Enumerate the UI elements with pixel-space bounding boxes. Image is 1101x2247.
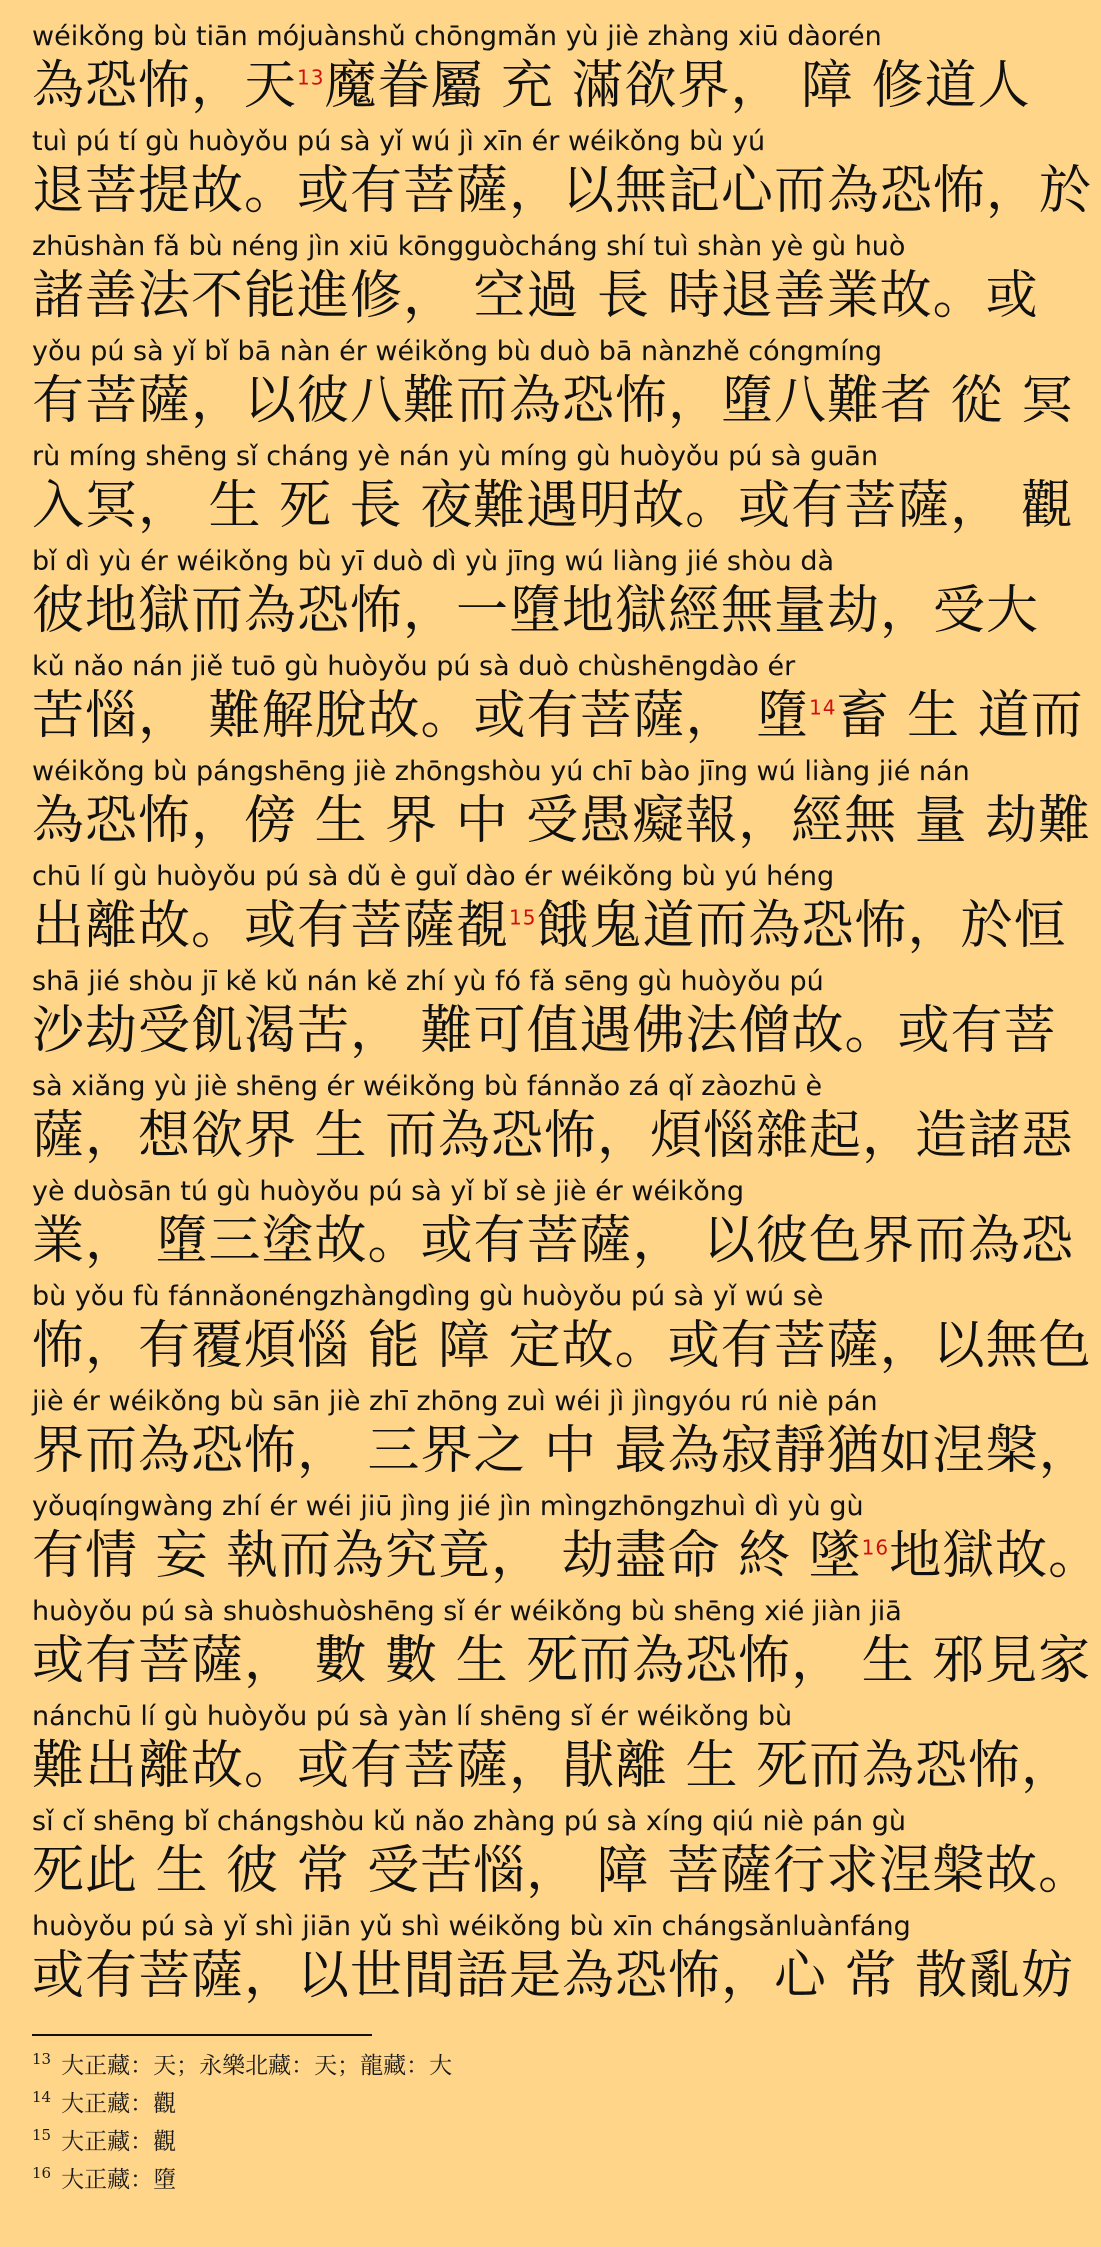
chinese-text-segment: 為恐怖，天 — [32, 56, 298, 116]
chinese-text — [32, 1629, 1092, 1693]
chinese-text-segment: 退菩提故。或有菩薩，以無記心而為恐怖，於 — [32, 161, 1093, 221]
pinyin-annotation: jiè ér wéikǒng bù sān jiè zhī zhōng zuì wéi jì jìngyóu rú niè pán — [32, 1386, 878, 1417]
footnote-text: 大正藏：天；永樂北藏：天；龍藏：大 — [61, 2053, 453, 2079]
chinese-text — [32, 1944, 1075, 2008]
footnote — [32, 2126, 932, 2158]
footnote-number: 13 — [32, 2050, 52, 2069]
footnote-marker[interactable]: 14 — [809, 695, 837, 720]
chinese-text — [32, 1419, 1092, 1483]
footnote-marker[interactable]: 13 — [297, 65, 325, 90]
chinese-text-segment: 界而為恐怖， 三界之 中 最為寂靜猶如涅槃， — [32, 1421, 1092, 1481]
pinyin-annotation: zhūshàn fǎ bù néng jìn xiū kōngguòcháng shí tuì shàn yè gù huò — [32, 231, 906, 262]
chinese-text-segment: 有菩薩，以彼八難而為恐怖，墮八難者 從 冥 — [32, 371, 1075, 431]
chinese-text-segment: 為恐怖，傍 生 界 中 受愚癡報，經無 量 劫難 — [32, 791, 1092, 851]
chinese-text — [32, 1314, 1092, 1378]
text-line — [32, 1700, 1075, 1800]
footnote-number: 15 — [32, 2126, 52, 2145]
footnote — [32, 2088, 932, 2120]
pinyin-annotation: chū lí gù huòyǒu pú sà dǔ è guǐ dào ér wéikǒng bù yú héng — [32, 861, 835, 892]
footnote-number: 16 — [32, 2164, 52, 2183]
chinese-text-segment: 死此 生 彼 常 受苦惱， 障 菩薩行求涅槃故。 — [32, 1841, 1092, 1901]
text-line — [32, 1805, 1092, 1905]
pinyin-annotation: wéikǒng bù pángshēng jiè zhōngshòu yú chī bào jīng wú liàng jié nán — [32, 756, 970, 787]
text-line — [32, 335, 1075, 435]
chinese-text-segment: 苦惱， 難解脫故。或有菩薩， 墮 — [32, 686, 810, 746]
text-line — [32, 230, 1052, 330]
chinese-text-segment: 薩，想欲界 生 而為恐怖，煩惱雜起，造諸惡 — [32, 1106, 1075, 1166]
chinese-text — [32, 1209, 1075, 1273]
pinyin-annotation: rù míng shēng sǐ cháng yè nán yù míng gù huòyǒu pú sà guān — [32, 441, 879, 472]
chinese-text — [32, 1104, 1075, 1168]
pinyin-annotation: sà xiǎng yù jiè shēng ér wéikǒng bù fánnǎo zá qǐ zàozhū è — [32, 1071, 823, 1102]
text-line — [32, 440, 1074, 540]
chinese-text-segment: 魔眷屬 充 滿欲界， 障 修道人 — [324, 56, 1031, 116]
text-line — [32, 860, 1067, 960]
text-line — [32, 1385, 1092, 1485]
pinyin-annotation: huòyǒu pú sà shuòshuòshēng sǐ ér wéikǒng bù shēng xié jiàn jiā — [32, 1596, 902, 1627]
chinese-text-segment: 彼地獄而為恐怖，一墮地獄經無量劫，受大 — [32, 581, 1040, 641]
pinyin-annotation: bù yǒu fù fánnǎonéngzhàngdìng gù huòyǒu pú sà yǐ wú sè — [32, 1281, 824, 1312]
footnote-text: 大正藏：觀 — [61, 2129, 177, 2155]
pinyin-annotation: sǐ cǐ shēng bǐ chángshòu kǔ nǎo zhàng pú sà xíng qiú niè pán gù — [32, 1806, 906, 1837]
chinese-text — [32, 1524, 1101, 1588]
chinese-text-segment: 餓鬼道而為恐怖，於恒 — [536, 896, 1067, 956]
footnote — [32, 2050, 932, 2082]
text-line — [32, 965, 1057, 1065]
chinese-text-segment: 出離故。或有菩薩覩 — [32, 896, 510, 956]
footnote — [32, 2164, 932, 2196]
chinese-text — [32, 684, 1084, 748]
chinese-text-segment: 有情 妄 執而為究竟， 劫盡命 終 墜 — [32, 1526, 862, 1586]
text-line — [32, 1490, 1101, 1590]
text-line — [32, 125, 1093, 225]
chinese-text — [32, 369, 1075, 433]
chinese-text-segment: 業， 墮三塗故。或有菩薩， 以彼色界而為恐 — [32, 1211, 1075, 1271]
chinese-text-segment: 或有菩薩，以世間語是為恐怖，心 常 散亂妨 — [32, 1946, 1075, 2006]
chinese-text-segment: 地獄故。 — [889, 1526, 1101, 1586]
pinyin-annotation: shā jié shòu jī kě kǔ nán kě zhí yù fó fǎ sēng gù huòyǒu pú — [32, 966, 824, 997]
text-line — [32, 545, 1052, 645]
pinyin-annotation: kǔ nǎo nán jiě tuō gù huòyǒu pú sà duò chùshēngdào ér — [32, 651, 796, 682]
pinyin-annotation: wéikǒng bù tiān mójuànshǔ chōngmǎn yù jiè zhàng xiū dàorén — [32, 21, 882, 52]
pinyin-annotation: yǒu pú sà yǐ bǐ bā nàn ér wéikǒng bù duò bā nànzhě cóngmíng — [32, 336, 882, 367]
chinese-text — [32, 579, 1052, 643]
footnote-number: 14 — [32, 2088, 52, 2107]
chinese-text-segment: 畜 生 道而 — [836, 686, 1084, 746]
text-line — [32, 20, 1052, 120]
pinyin-annotation: yǒuqíngwàng zhí ér wéi jiū jìng jié jìn mìngzhōngzhuì dì yù gù — [32, 1491, 864, 1522]
chinese-text — [32, 264, 1052, 328]
footnote-marker[interactable]: 16 — [861, 1535, 890, 1560]
text-line — [32, 755, 1092, 855]
pinyin-annotation: bǐ dì yù ér wéikǒng bù yī duò dì yù jīng wú liàng jié shòu dà — [32, 546, 835, 577]
chinese-text-segment: 或有菩薩， 數 數 生 死而為恐怖， 生 邪見家 — [32, 1631, 1092, 1691]
pinyin-annotation: tuì pú tí gù huòyǒu pú sà yǐ wú jì xīn ér wéikǒng bù yú — [32, 126, 766, 157]
chinese-text — [32, 54, 1052, 118]
pinyin-annotation: huòyǒu pú sà yǐ shì jiān yǔ shì wéikǒng bù xīn chángsǎnluànfáng — [32, 1911, 911, 1942]
text-line — [32, 1910, 1075, 2010]
chinese-text-segment: 難出離故。或有菩薩，猒離 生 死而為恐怖， — [32, 1736, 1075, 1796]
text-line — [32, 1595, 1092, 1695]
chinese-text-segment: 沙劫受飢渴苦， 難可值遇佛法僧故。或有菩 — [32, 1001, 1057, 1061]
text-line — [32, 1070, 1075, 1170]
text-line — [32, 650, 1084, 750]
chinese-text — [32, 159, 1093, 223]
chinese-text — [32, 474, 1074, 538]
chinese-text — [32, 1839, 1092, 1903]
pinyin-annotation: nánchū lí gù huòyǒu pú sà yàn lí shēng sǐ ér wéikǒng bù — [32, 1701, 793, 1732]
chinese-text-segment: 怖，有覆煩惱 能 障 定故。或有菩薩，以無色 — [32, 1316, 1092, 1376]
chinese-text — [32, 1734, 1075, 1798]
chinese-text-segment: 入冥， 生 死 長 夜難遇明故。或有菩薩， 觀 — [32, 476, 1074, 536]
footnote-text: 大正藏：墮 — [61, 2167, 177, 2193]
text-line — [32, 1280, 1092, 1380]
chinese-text — [32, 789, 1092, 853]
chinese-text — [32, 999, 1057, 1063]
text-line — [32, 1175, 1075, 1275]
chinese-text-segment: 諸善法不能進修， 空過 長 時退善業故。或 — [32, 266, 1039, 326]
footnote-divider — [32, 2034, 372, 2036]
footnote-text: 大正藏：觀 — [61, 2091, 177, 2117]
footnote-marker[interactable]: 15 — [509, 905, 537, 930]
chinese-text — [32, 894, 1067, 958]
pinyin-annotation: yè duòsān tú gù huòyǒu pú sà yǐ bǐ sè jiè ér wéikǒng — [32, 1176, 744, 1207]
